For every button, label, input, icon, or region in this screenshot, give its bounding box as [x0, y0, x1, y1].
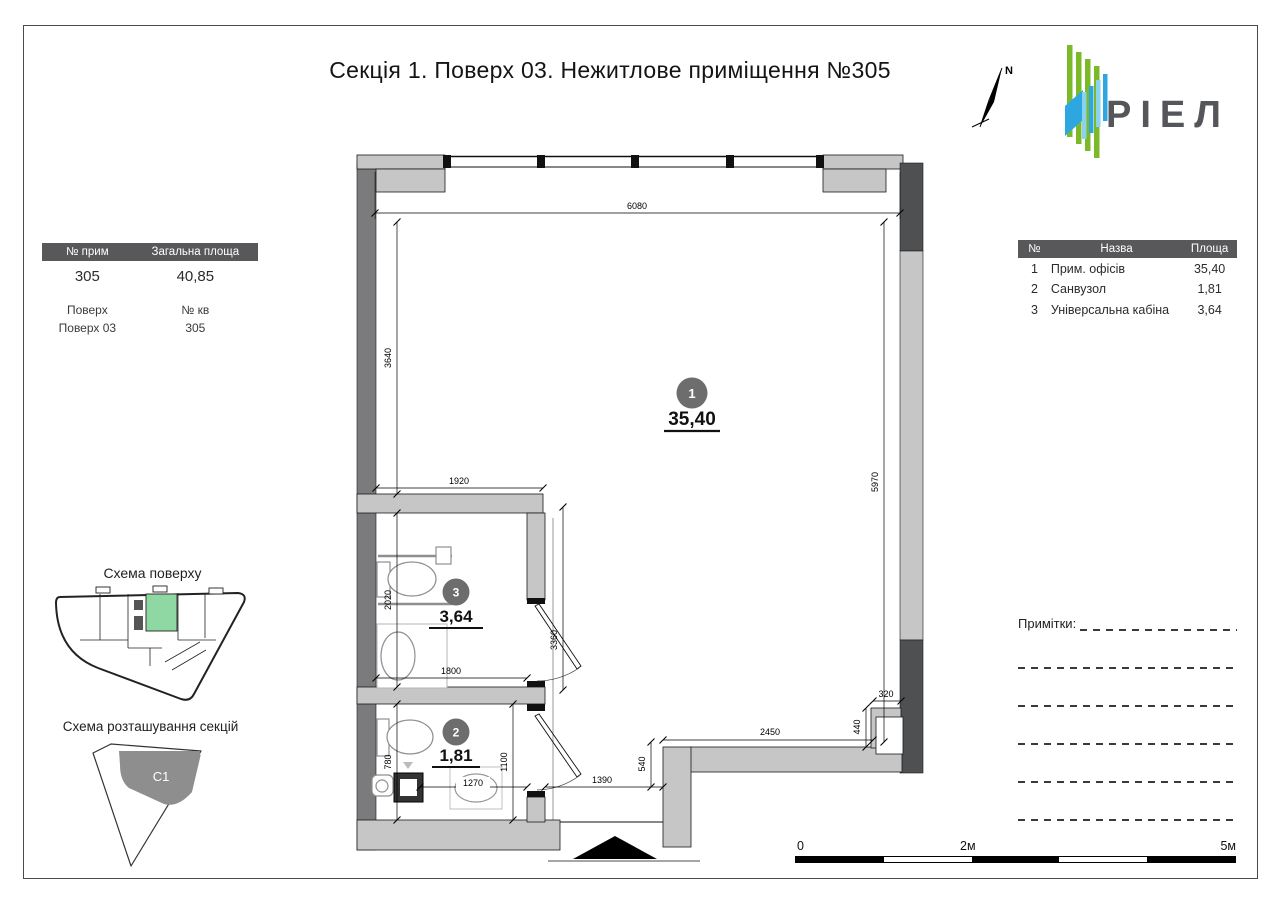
- page-title: Секція 1. Поверх 03. Нежитлове приміщення №305: [329, 57, 891, 83]
- unit-info-header: [42, 243, 258, 261]
- row-name: Універсальна кабіна: [1050, 302, 1170, 317]
- rooms-table-header: [1018, 240, 1237, 258]
- highlighted-unit: [146, 594, 177, 631]
- section-scheme: [75, 736, 225, 876]
- floor-drain: [372, 775, 393, 796]
- room-area-1: 35,40: [668, 409, 716, 430]
- dim-cabin-left: 2020: [383, 589, 393, 611]
- room-area-2: 1,81: [439, 746, 473, 765]
- row-num: 1: [1030, 262, 1038, 276]
- table-row: [1018, 299, 1237, 319]
- info-header-number: № прим: [66, 246, 109, 258]
- notes-line: [1018, 743, 1237, 745]
- row-name: Санвузол: [1050, 282, 1107, 297]
- dim-cabin-bottom: 1800: [440, 666, 462, 676]
- scale-start: 0: [797, 839, 804, 853]
- scale-mid: 2м: [960, 839, 976, 853]
- riel-logo-text: РІЕЛ: [1106, 94, 1230, 136]
- notes-line: [1018, 705, 1237, 707]
- dim-bottom-width: 2450: [759, 727, 781, 737]
- unit-info-values: [42, 261, 258, 289]
- toilet-bowl: [388, 562, 436, 596]
- door-swing-cabin: [537, 668, 579, 681]
- dim-wc-right: 1100: [499, 752, 509, 772]
- row-num: 3: [1030, 302, 1038, 317]
- folding-grab-bar: [436, 547, 451, 564]
- info-floor-value: Поверх 03: [58, 321, 117, 335]
- room-marker-2-num: 2: [452, 725, 460, 740]
- row-area: 35,40: [1193, 262, 1226, 276]
- notes-line: [1018, 781, 1237, 783]
- north-label: N: [1005, 65, 1013, 77]
- floor-plan-drawing: [350, 145, 935, 870]
- section-c1-label: C1: [152, 769, 170, 784]
- rooms-table: [1018, 240, 1237, 319]
- rooms-header-name: Назва: [1100, 243, 1133, 255]
- floor-scheme-title: Схема поверху: [103, 565, 202, 581]
- notes-label: Примітки:: [1018, 616, 1077, 631]
- dim-cabin-top: 1920: [448, 476, 470, 486]
- rooms-header-num: №: [1028, 243, 1041, 255]
- info-total-area: 40,85: [176, 268, 215, 285]
- notes-line: [1080, 629, 1237, 631]
- north-arrow: [963, 45, 1021, 145]
- row-name: Прим. офісів: [1050, 262, 1125, 276]
- info-apt-label: № кв: [181, 303, 210, 317]
- dim-entrance-depth: 540: [637, 756, 647, 772]
- window-band: [443, 155, 824, 168]
- section-scheme-title: Схема розташування секцій: [62, 719, 239, 734]
- scale-bar-strip: [795, 856, 1236, 863]
- toilet-bowl: [387, 720, 433, 754]
- dim-wc-left: 780: [383, 754, 393, 770]
- dim-right-height: 5970: [870, 471, 880, 493]
- notes-line: [1018, 667, 1237, 669]
- room-marker-1-num: 1: [688, 386, 696, 401]
- scale-bar: [795, 839, 1236, 865]
- dim-room1-left: 3640: [383, 347, 393, 369]
- dim-entrance-width: 1390: [591, 775, 613, 785]
- dim-cabin-right: 3360: [549, 629, 559, 651]
- row-area: 1,81: [1197, 282, 1222, 297]
- dim-top-width: 6080: [626, 201, 648, 211]
- info-unit-number: 305: [74, 268, 100, 285]
- door-leaf-wc: [535, 714, 581, 777]
- dim-niche-height: 440: [852, 719, 862, 735]
- unit-info-table: [42, 243, 258, 337]
- row-num: 2: [1030, 282, 1038, 297]
- table-row: [1018, 258, 1237, 278]
- unit-info-sublabels: [42, 301, 258, 319]
- door-swing-wc: [537, 776, 579, 790]
- dim-niche-width: 320: [878, 689, 894, 699]
- row-area: 3,64: [1197, 302, 1222, 317]
- room-markers: [429, 378, 720, 768]
- notes-line: [1018, 819, 1237, 821]
- entrance-arrow: [573, 836, 657, 859]
- info-header-area: Загальна площа: [151, 246, 240, 258]
- sink-bowl: [381, 632, 415, 680]
- floor-scheme: [45, 578, 260, 713]
- dim-sink-width: 1270: [462, 778, 484, 788]
- rooms-header-area: Площа: [1190, 243, 1229, 255]
- info-apt-value: 305: [185, 321, 206, 335]
- scale-end: 5м: [1220, 839, 1236, 853]
- notes-section: [1018, 616, 1237, 831]
- table-row: [1018, 278, 1237, 298]
- room-area-3: 3,64: [439, 607, 473, 626]
- info-floor-label: Поверх: [66, 303, 108, 317]
- unit-info-subvalues: [42, 319, 258, 337]
- room-marker-3-num: 3: [452, 585, 460, 600]
